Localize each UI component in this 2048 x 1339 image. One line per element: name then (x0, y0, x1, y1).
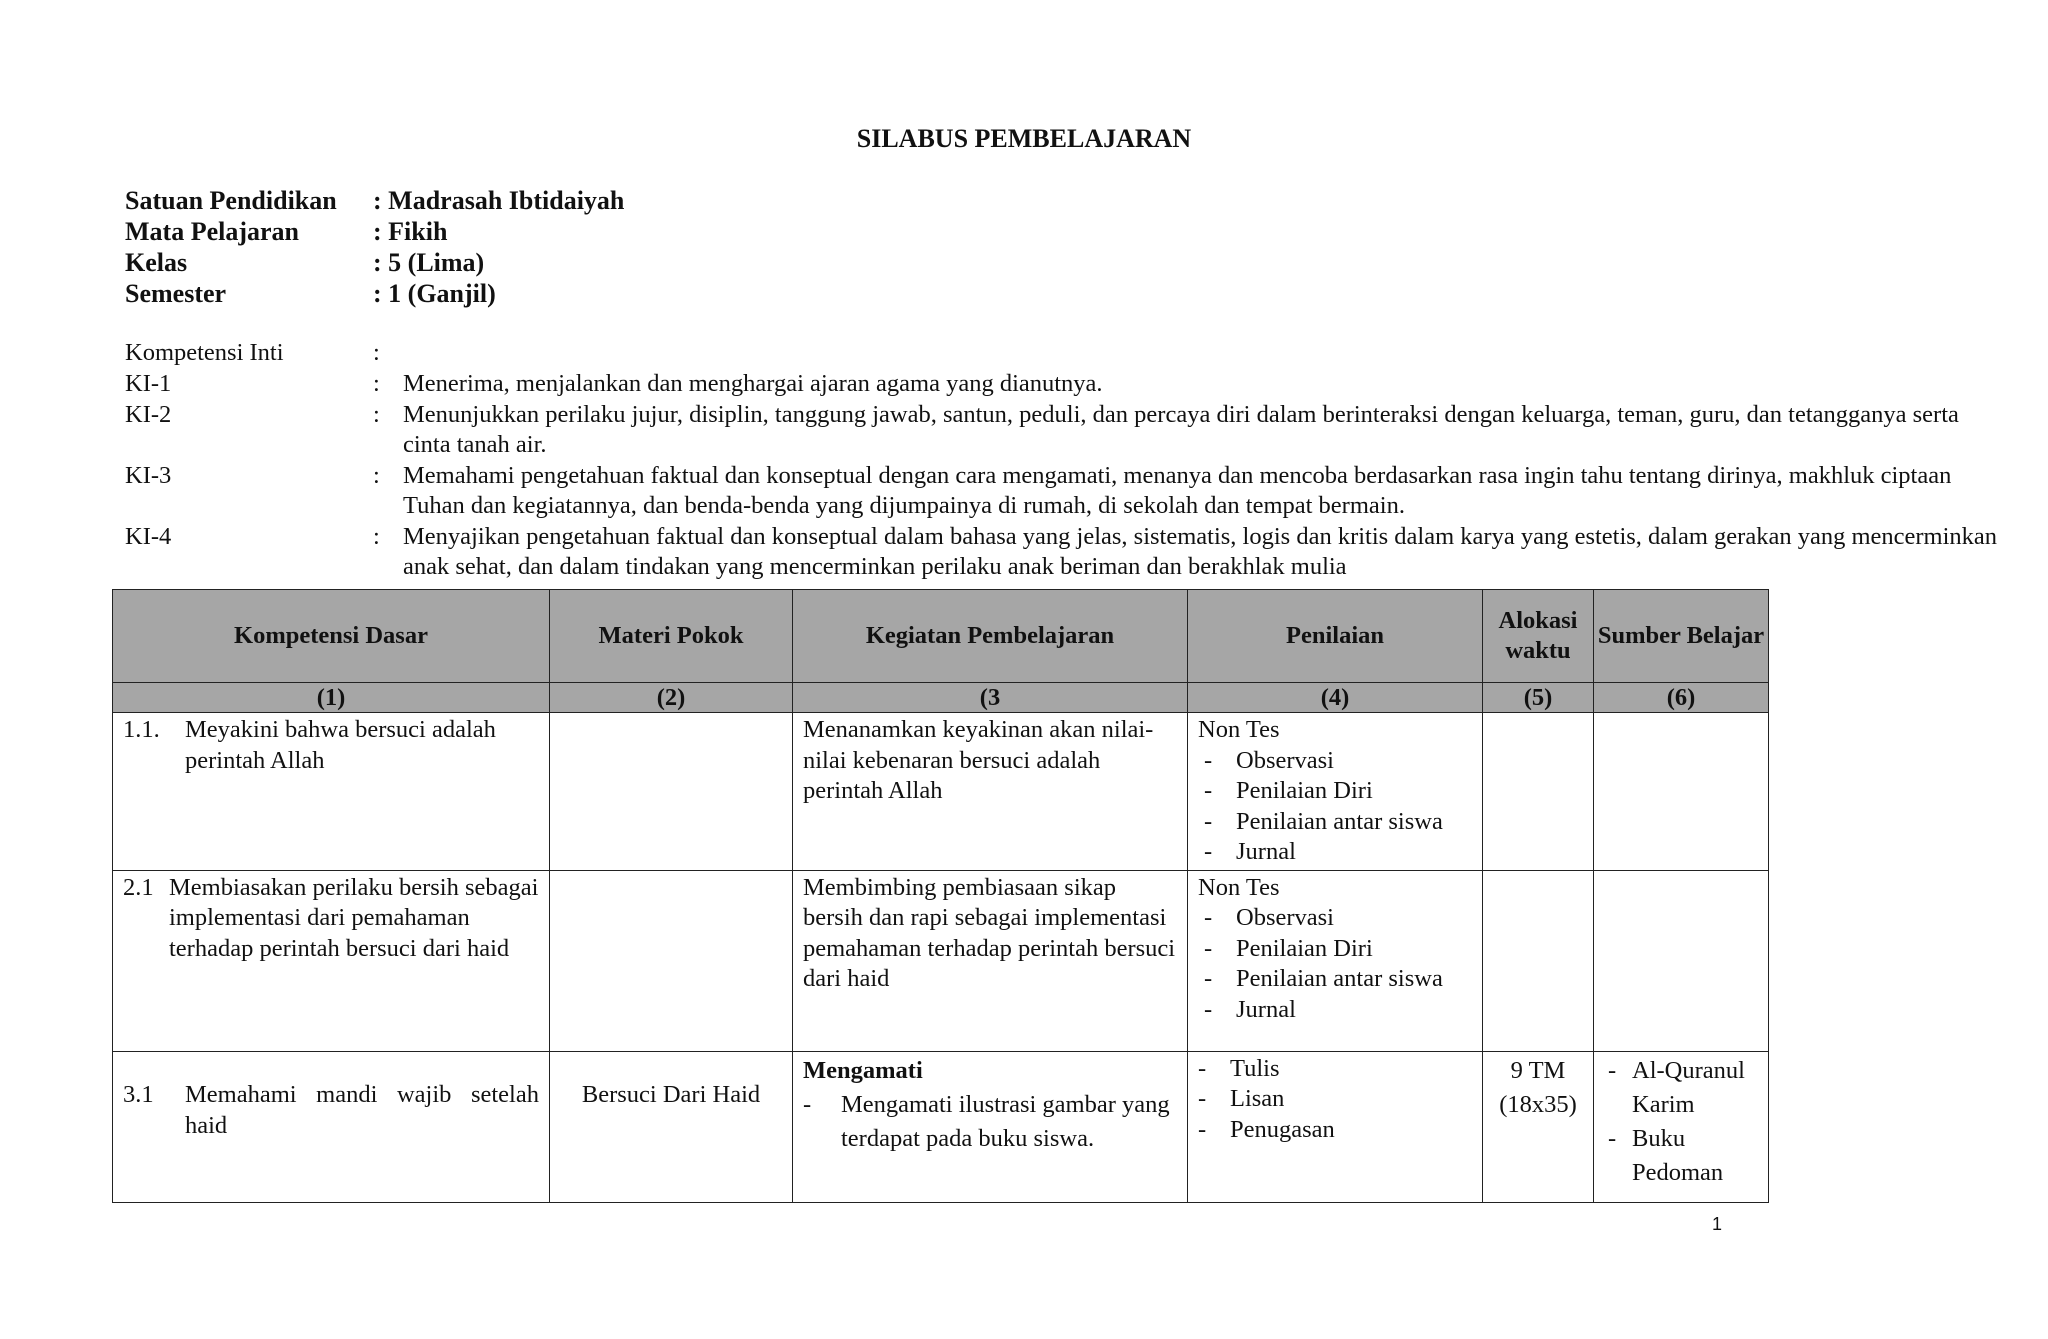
kd-cell (113, 1051, 550, 1202)
ki-row-1 (125, 369, 2005, 399)
kegiatan-list (803, 1088, 1177, 1156)
materi-text (550, 871, 792, 875)
kegiatan-text: Menanamkan keyakinan akan nilai-nilai kebenaran bersuci adalah perintah Allah (803, 716, 1154, 804)
list-item: - Jurnal (1204, 838, 1296, 865)
penilaian-cell (1188, 713, 1483, 871)
ki-label: KI-2 (125, 401, 172, 428)
alokasi-cell (1483, 1051, 1594, 1202)
meta-row-semester (125, 278, 624, 309)
penilaian-title: Non Tes (1198, 716, 1280, 743)
materi-cell (550, 1051, 793, 1202)
alokasi-detail: (18x35) (1499, 1090, 1577, 1118)
table-row (113, 870, 1769, 1051)
materi-text: Bersuci Dari Haid (581, 1081, 761, 1109)
meta-value: : 1 (Ganjil) (373, 279, 496, 308)
column-number: (6) (1594, 683, 1769, 713)
column-number: (2) (550, 683, 793, 713)
penilaian-title: Non Tes (1198, 873, 1280, 901)
kd-number: 2.1 (123, 873, 154, 901)
kd-text: Meyakini bahwa bersuci adalah perintah Allah (185, 716, 496, 774)
meta-label: Kelas (125, 248, 188, 277)
kd-cell (113, 870, 550, 1051)
list-item: - Penilaian Diri (1204, 777, 1373, 804)
column-number-row (113, 683, 1769, 713)
ki-row-2 (125, 400, 2005, 460)
ki-text: Menyajikan pengetahuan faktual dan konseptual dalam bahasa yang jelas, sistematis, logis dan kritis dalam karya yang estetis, dalam gerakan yang mencerminkan anak sehat, dan dalam tindakan yang mencerminkan perilaku anak beriman dan berakhlak mulia (403, 523, 1998, 580)
table-row (113, 713, 1769, 871)
ki-colon: : (373, 401, 380, 428)
sumber-cell (1594, 1051, 1769, 1202)
list-item: - Penilaian antar siswa (1204, 965, 1443, 992)
sumber-list (1604, 1054, 1758, 1190)
list-item: - Observasi (1204, 904, 1334, 931)
column-number: (3 (793, 683, 1188, 713)
list-item: - Observasi (1204, 746, 1334, 774)
penilaian-cell (1188, 870, 1483, 1051)
syllabus-table (112, 589, 1769, 1203)
kegiatan-cell (793, 870, 1188, 1051)
penilaian-list (1198, 903, 1472, 1025)
list-item: - Buku Pedoman (1608, 1124, 1724, 1186)
kompetensi-inti-block (125, 338, 2005, 582)
ki-colon: : (373, 339, 380, 366)
kegiatan-cell (793, 713, 1188, 871)
kegiatan-cell (793, 1051, 1188, 1202)
meta-label: Semester (125, 279, 227, 308)
ki-text: Memahami pengetahuan faktual dan konseptual dengan cara mengamati, menanya dan mencoba berdasarkan rasa ingin tahu tentang dirinya, makhluk ciptaan Tuhan dan kegiatannya, dan benda-benda yang dijumpainya di rumah, di sekolah dan tempat bermain. (403, 462, 1952, 519)
alokasi-cell (1483, 713, 1594, 871)
ki-colon: : (373, 523, 380, 550)
meta-value: : Fikih (373, 217, 448, 246)
meta-label: Mata Pelajaran (125, 217, 300, 246)
header-kegiatan: Kegiatan Pembelajaran (793, 590, 1188, 683)
ki-colon: : (373, 462, 380, 489)
kd-number: 3.1 (123, 1081, 154, 1108)
header-materi-pokok: Materi Pokok (550, 590, 793, 683)
kd-cell (113, 713, 550, 871)
meta-row-kelas (125, 247, 624, 278)
ki-label: KI-1 (125, 370, 172, 397)
penilaian-cell (1188, 1051, 1483, 1202)
ki-text: Menerima, menjalankan dan menghargai ajaran agama yang dianutnya. (403, 370, 1103, 397)
column-number: (1) (113, 683, 550, 713)
list-item: - Mengamati ilustrasi gambar yang terdapat pada buku siswa. (803, 1090, 1170, 1152)
sumber-cell (1594, 870, 1769, 1051)
ki-label: KI-3 (125, 462, 172, 489)
alokasi-cell (1483, 870, 1594, 1051)
header-alokasi: Alokasi waktu (1483, 590, 1594, 683)
list-item: - Penilaian Diri (1204, 934, 1373, 962)
table-header-row (113, 590, 1769, 683)
materi-cell (550, 870, 793, 1051)
kd-text: Membiasakan perilaku bersih sebagai implementasi dari pemahaman terhadap perintah bersuci dari haid (169, 873, 539, 962)
materi-cell (550, 713, 793, 871)
list-item: - Lisan (1198, 1085, 1285, 1112)
ki-row-3 (125, 461, 2005, 521)
alokasi-value: 9 TM (1510, 1056, 1566, 1084)
kegiatan-title: Mengamati (803, 1056, 923, 1084)
sumber-cell (1594, 713, 1769, 871)
list-item: - Tulis (1198, 1054, 1280, 1082)
document-title: SILABUS PEMBELAJARAN (856, 124, 1192, 153)
ki-label: KI-4 (125, 523, 172, 550)
kd-text: Memahami mandi wajib setelah haid (185, 1081, 539, 1139)
ki-row-4 (125, 522, 2005, 582)
list-item: - Al-Quranul Karim (1608, 1056, 1745, 1118)
ki-text: Menunjukkan perilaku jujur, disiplin, tanggung jawab, santun, peduli, dan percaya diri dalam berinteraksi dengan keluarga, teman, guru, dan tetangganya serta cinta tanah air. (403, 401, 1959, 458)
ki-heading: Kompetensi Inti (125, 339, 284, 366)
page-number: 1 (1712, 1214, 1723, 1234)
meta-value: : 5 (Lima) (373, 248, 485, 277)
penilaian-list (1198, 746, 1472, 868)
meta-label: Satuan Pendidikan (125, 186, 337, 215)
meta-row-satuan (125, 185, 624, 216)
penilaian-list (1198, 1054, 1472, 1146)
materi-text (550, 713, 792, 717)
kegiatan-text: Membimbing pembiasaan sikap bersih dan rapi sebagai implementasi pemahaman terhadap perintah bersuci dari haid (803, 873, 1176, 992)
meta-row-mapel (125, 216, 624, 247)
column-number: (5) (1483, 683, 1594, 713)
kd-number: 1.1. (123, 716, 160, 743)
ki-heading-row (125, 338, 2005, 368)
ki-colon: : (373, 370, 380, 397)
meta-value: : Madrasah Ibtidaiyah (373, 186, 625, 215)
list-item: - Penilaian antar siswa (1204, 807, 1443, 835)
identity-block (125, 185, 624, 309)
header-penilaian: Penilaian (1188, 590, 1483, 683)
list-item: - Penugasan (1198, 1115, 1335, 1143)
table-row (113, 1051, 1769, 1202)
header-sumber: Sumber Belajar (1594, 590, 1769, 683)
list-item: - Jurnal (1204, 995, 1296, 1023)
header-kompetensi-dasar: Kompetensi Dasar (113, 590, 550, 683)
column-number: (4) (1188, 683, 1483, 713)
